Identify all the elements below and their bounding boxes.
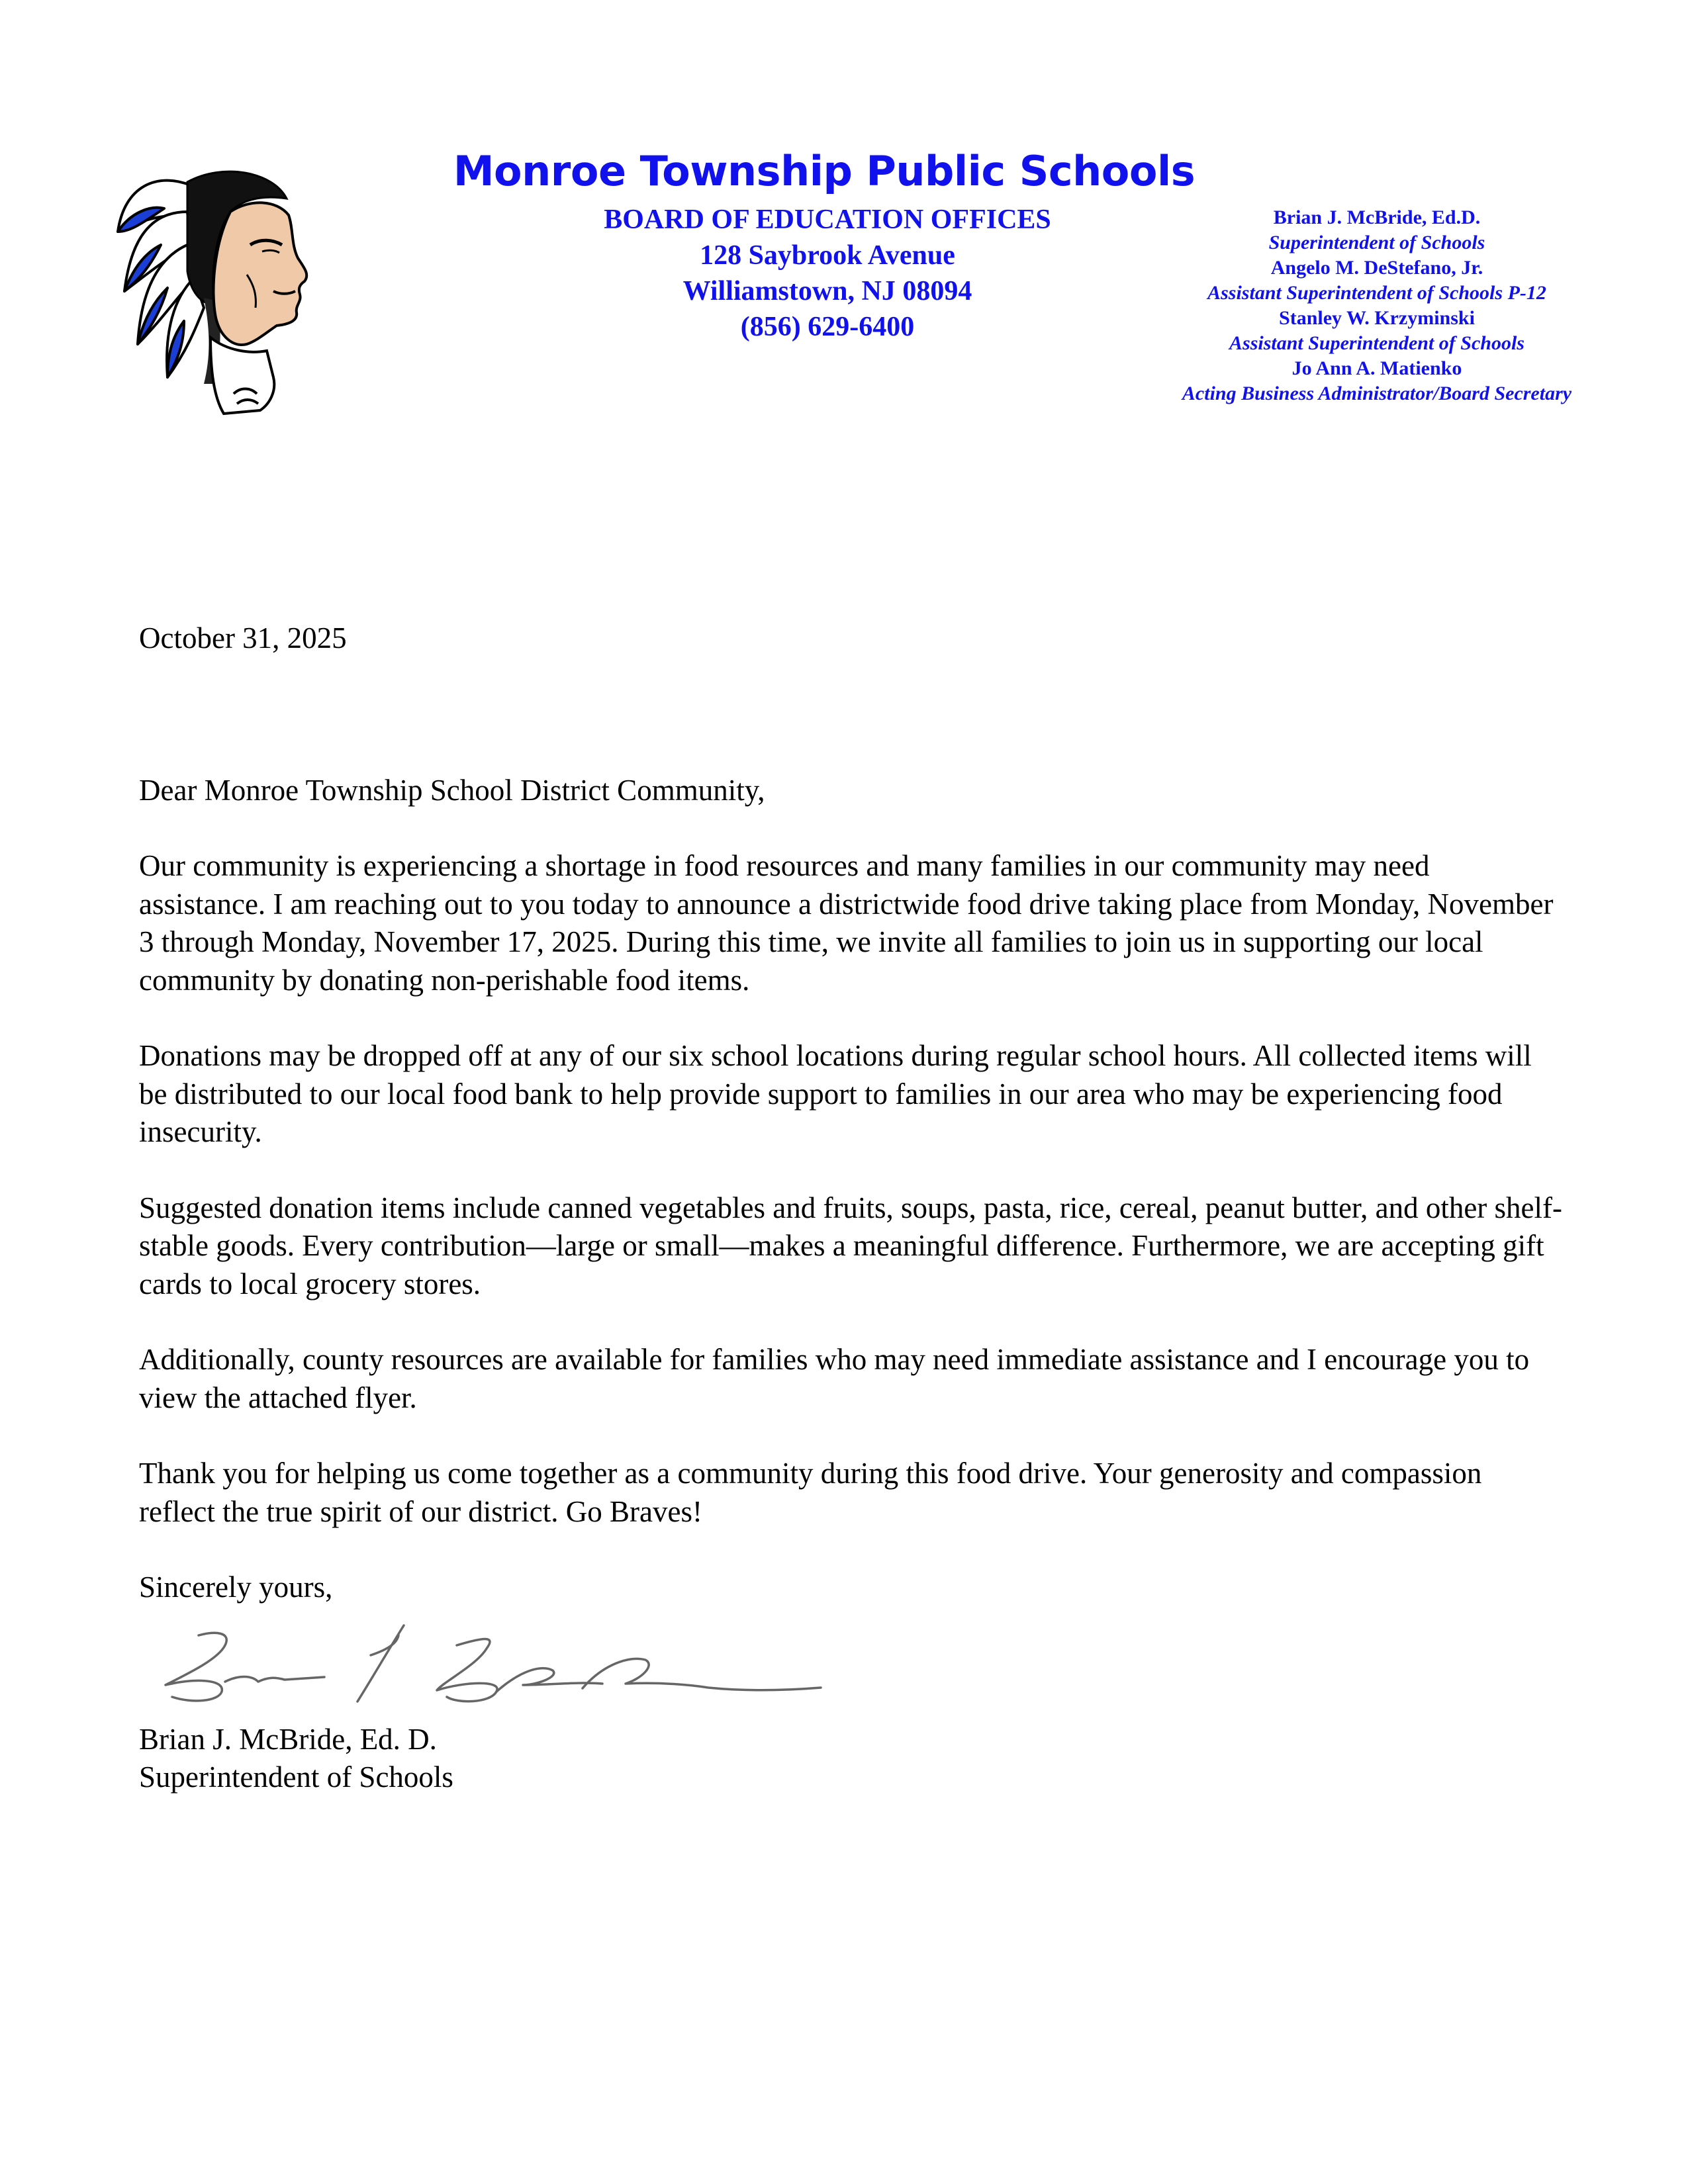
signature-area (139, 1607, 1562, 1721)
body-paragraph: Our community is experiencing a shortage in food resources and many families in our community may need assistance. I am reaching out to you today to announce a districtwide food drive taking place from Monday, November 3 through Monday, November 17, 2025. During this time, we invite all families to join us in supporting our local community by donating non-perishable food items. (139, 849, 1554, 997)
admin-name: Angelo M. DeStefano, Jr. (1270, 257, 1483, 279)
body-paragraph: Additionally, county resources are available for families who may need immediate assistance and I encourage you to view the attached flyer. (139, 1343, 1530, 1414)
administrator-list (1125, 205, 1628, 406)
admin-name: Jo Ann A. Matienko (1291, 357, 1462, 379)
office-address-block (530, 202, 1125, 345)
admin-title: Assistant Superintendent of Schools (1229, 332, 1524, 354)
letter-body (139, 619, 1562, 1797)
handwritten-signature-icon (152, 1619, 827, 1711)
admin-title: Superintendent of Schools (1268, 232, 1485, 253)
body-paragraph: Suggested donation items include canned vegetables and fruits, soups, pasta, rice, cereal, peanut butter, and other shelf-stable goods. Every contribution—large or small—makes a meaningful difference. Furthermore, we are accepting gift cards to local grocery stores. (139, 1191, 1563, 1300)
letter-date: October 31, 2025 (139, 621, 347, 655)
body-paragraph: Donations may be dropped off at any of our six school locations during regular school hours. All collected items will be distributed to our local food bank to help provide support to families in our area who may be experiencing food insecurity. (139, 1039, 1532, 1148)
district-name: Monroe Township Public Schools (453, 147, 1196, 195)
salutation: Dear Monroe Township School District Community, (139, 773, 765, 807)
admin-title: Assistant Superintendent of Schools P-12 (1207, 282, 1546, 304)
city-state-zip: Williamstown, NJ 08094 (682, 276, 972, 306)
body-paragraph: Thank you for helping us come together as a community during this food drive. Your generosity and compassion reflect the true spirit of our district. Go Braves! (139, 1457, 1482, 1528)
admin-name: Brian J. McBride, Ed.D. (1273, 206, 1481, 228)
phone-number: (856) 629-6400 (740, 312, 915, 342)
mascot-logo-icon (111, 159, 336, 417)
closing: Sincerely yours, (139, 1570, 333, 1604)
admin-name: Stanley W. Krzyminski (1279, 307, 1475, 329)
street-address: 128 Saybrook Avenue (700, 240, 955, 271)
signer-title: Superintendent of Schools (139, 1760, 453, 1794)
office-name: BOARD OF EDUCATION OFFICES (604, 205, 1051, 235)
signer-name: Brian J. McBride, Ed. D. (139, 1722, 437, 1756)
admin-title: Acting Business Administrator/Board Secretary (1182, 383, 1572, 404)
